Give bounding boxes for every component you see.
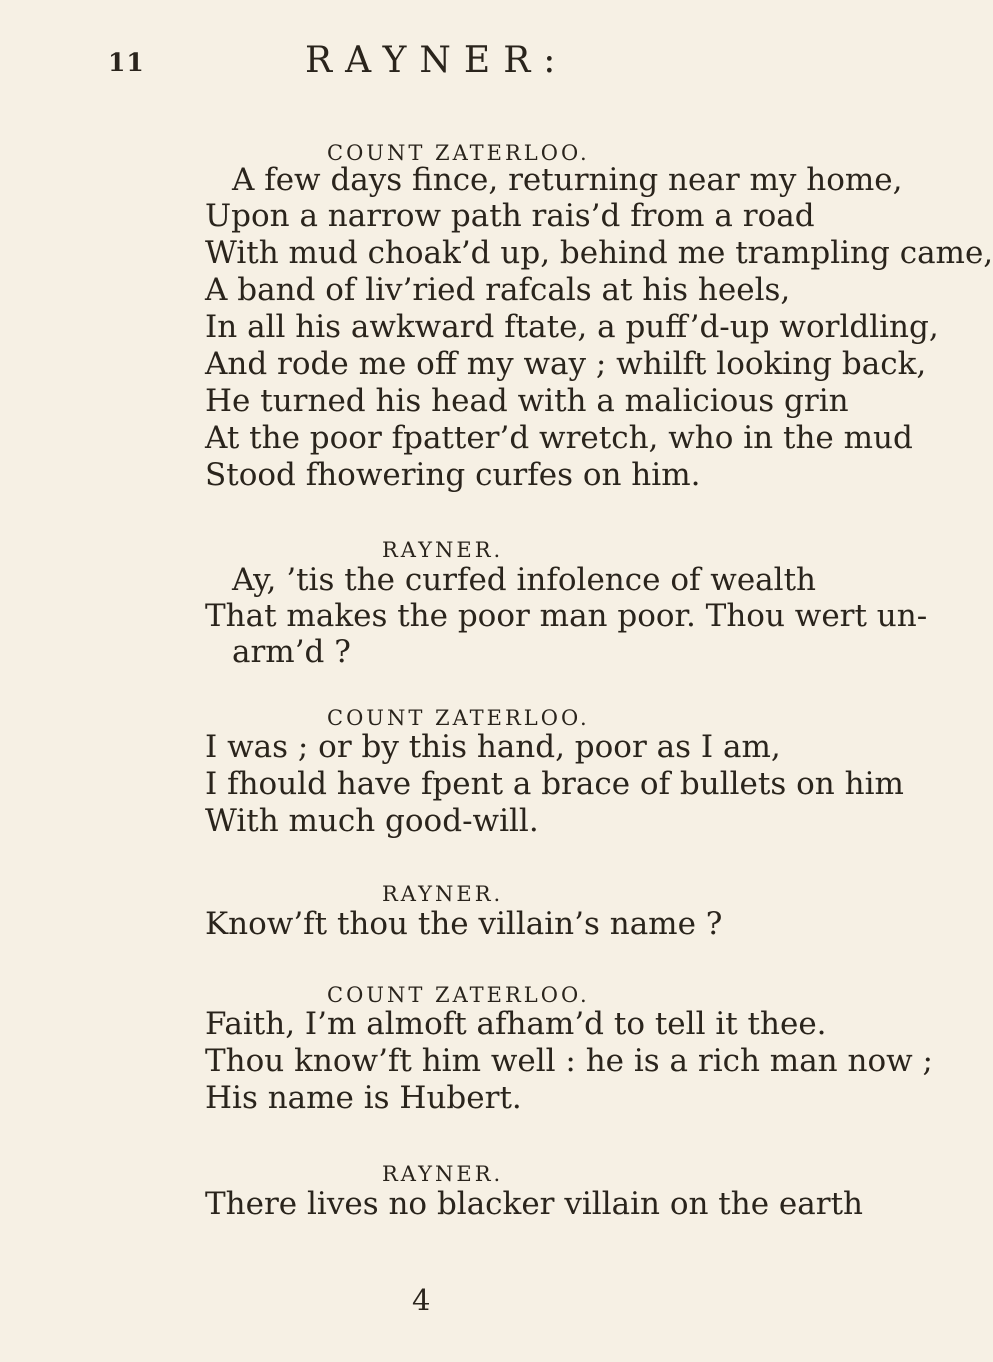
page-header (0, 40, 800, 90)
verse-line: In all his awkward ftate, a puff’d-up worldling, (205, 309, 939, 345)
verse-line: Ay, ’tis the curfed infolence of wealth (232, 562, 817, 598)
verse-line: A few days fince, returning near my home, (232, 162, 903, 198)
speaker-heading: RAYNER. (382, 538, 504, 562)
verse-line: Know’ft thou the villain’s name ? (205, 906, 723, 942)
speaker-heading: RAYNER. (382, 1162, 504, 1186)
verse-line: His name is Hubert. (205, 1080, 522, 1116)
verse-line: I fhould have fpent a brace of bullets on him (205, 766, 904, 802)
speaker-heading: COUNT ZATERLOO. (327, 706, 590, 730)
verse-line: Faith, I’m almoft afham’d to tell it thee. (205, 1006, 827, 1042)
verse-line: That makes the poor man poor. Thou wert un- (205, 598, 928, 634)
verse-line: Stood fhowering curfes on him. (205, 457, 701, 493)
page-number: 11 (108, 48, 145, 77)
verse-line: A band of liv’ried rafcals at his heels, (205, 272, 791, 308)
verse-line: Thou know’ft him well : he is a rich man now ; (205, 1043, 933, 1079)
speaker-heading: COUNT ZATERLOO. (327, 983, 590, 1007)
verse-line: With much good-will. (205, 803, 539, 839)
verse-line: At the poor fpatter’d wretch, who in the mud (205, 420, 913, 456)
verse-line: Upon a narrow path rais’d from a road (205, 198, 815, 234)
verse-line: And rode me off my way ; whilft looking back, (205, 346, 927, 382)
signature-mark: 4 (412, 1283, 431, 1317)
running-title: RAYNER: (305, 40, 569, 81)
speaker-heading: COUNT ZATERLOO. (327, 141, 590, 165)
verse-line: There lives no blacker villain on the earth (205, 1186, 863, 1222)
verse-line: He turned his head with a malicious grin (205, 383, 849, 419)
verse-line: arm’d ? (232, 634, 351, 670)
verse-line: With mud choak’d up, behind me trampling came, (205, 235, 993, 271)
verse-line: I was ; or by this hand, poor as I am, (205, 729, 781, 765)
speaker-heading: RAYNER. (382, 882, 504, 906)
